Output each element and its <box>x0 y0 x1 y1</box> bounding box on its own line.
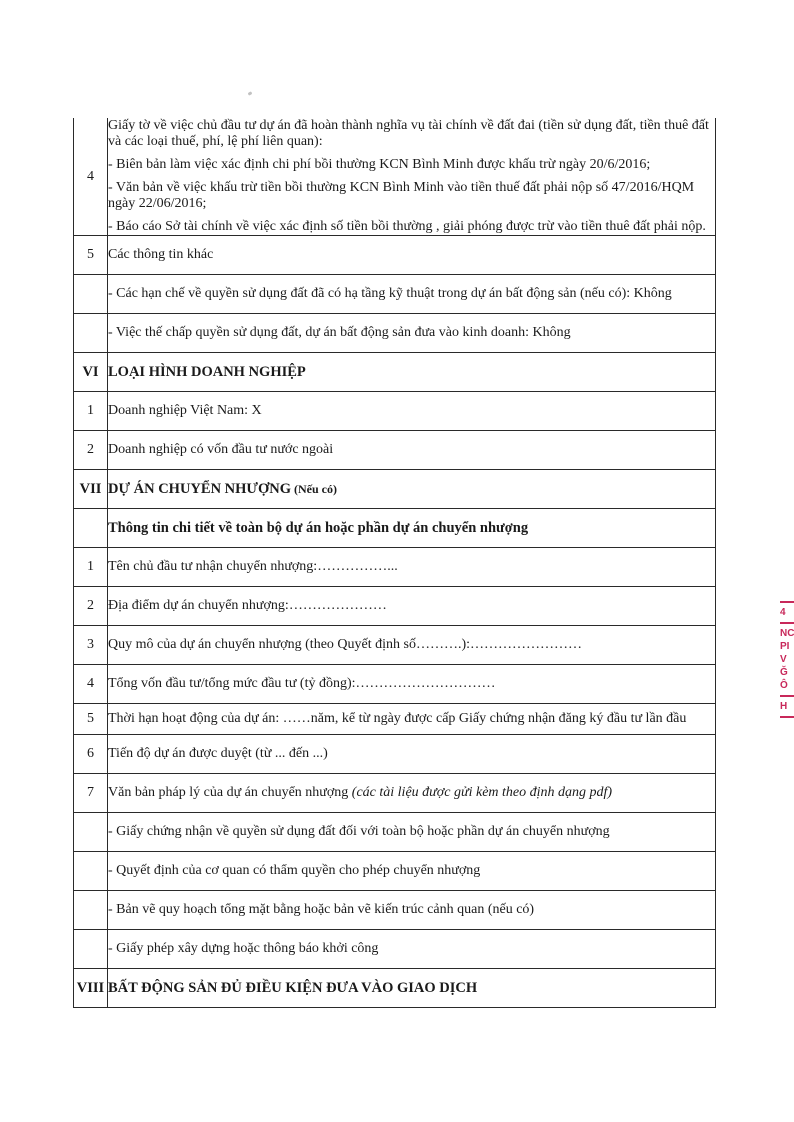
row-number <box>74 891 108 930</box>
paragraph: - Biên bản làm việc xác định chi phí bồi thường KCN Bình Minh được khấu trừ ngày 20/6/2016; <box>108 157 651 172</box>
table-row <box>74 735 716 774</box>
section-title-main: DỰ ÁN CHUYỂN NHƯỢNG <box>108 481 291 497</box>
table-row <box>74 813 716 852</box>
row-text: Doanh nghiệp Việt Nam: X <box>108 392 716 431</box>
stamp-text: H <box>780 701 788 712</box>
row-number <box>74 852 108 891</box>
table-row <box>74 852 716 891</box>
table-row <box>74 626 716 665</box>
stamp-line <box>780 716 794 718</box>
row-number: 4 <box>74 665 108 704</box>
section-heading-row <box>74 969 716 1008</box>
table-row <box>74 891 716 930</box>
section-heading-row <box>74 470 716 509</box>
row-number <box>74 509 108 548</box>
paragraph: - Báo cáo Sở tài chính về việc xác định số tiền bồi thường , giải phóng được trừ vào tiền thuê đất phải nộp. <box>108 219 706 234</box>
section-number: VI <box>74 353 108 392</box>
table-row <box>74 392 716 431</box>
row-text: Thời hạn hoạt động của dự án: ……năm, kể từ ngày được cấp Giấy chứng nhận đăng ký đầu tư lần đầu <box>108 704 716 735</box>
subheading-row <box>74 509 716 548</box>
scan-speck <box>248 91 253 96</box>
row-text: - Quyết định của cơ quan có thẩm quyền cho phép chuyển nhượng <box>108 852 716 891</box>
table-row <box>74 930 716 969</box>
section-title: LOẠI HÌNH DOANH NGHIỆP <box>108 353 716 392</box>
row-number <box>74 813 108 852</box>
row-text: - Việc thế chấp quyền sử dụng đất, dự án bất động sản đưa vào kinh doanh: Không <box>108 314 716 353</box>
table-row <box>74 704 716 735</box>
row-text: Tiến độ dự án được duyệt (từ ... đến ...) <box>108 735 716 774</box>
table-row <box>74 314 716 353</box>
row-text: Tổng vốn đầu tư/tổng mức đầu tư (tỷ đồng):………………………… <box>108 665 716 704</box>
row-text: Tên chủ đầu tư nhận chuyển nhượng:……………... <box>108 548 716 587</box>
row-number: 2 <box>74 431 108 470</box>
stamp-line <box>780 695 794 697</box>
section-title-suffix: (Nếu có) <box>291 482 337 496</box>
table-row <box>74 774 716 813</box>
stamp-text: PI <box>780 641 790 652</box>
section-heading-row <box>74 353 716 392</box>
row-text: Các thông tin khác <box>108 236 716 275</box>
stamp-line <box>780 622 794 624</box>
row-text-main: Văn bản pháp lý của dự án chuyển nhượng <box>108 785 352 800</box>
row-text: Quy mô của dự án chuyển nhượng (theo Quyết định số……….):…………………… <box>108 626 716 665</box>
document-table <box>73 118 716 1008</box>
row-number <box>74 930 108 969</box>
table-row <box>74 587 716 626</box>
row-text: - Giấy chứng nhận về quyền sử dụng đất đối với toàn bộ hoặc phần dự án chuyển nhượng <box>108 813 716 852</box>
row-number <box>74 275 108 314</box>
red-stamp-fragment <box>780 598 794 721</box>
row-number: 1 <box>74 392 108 431</box>
paragraph: - Văn bản về việc khấu trừ tiền bồi thường KCN Bình Minh vào tiền thuế đất phải nộp số 47/2016/HQM ngày 22/06/2016; <box>108 180 695 211</box>
row-text-note: (các tài liệu được gửi kèm theo định dạng pdf) <box>351 785 613 800</box>
row-text: - Giấy phép xây dựng hoặc thông báo khởi công <box>108 930 716 969</box>
row-number: 5 <box>74 704 108 735</box>
table-row <box>74 665 716 704</box>
stamp-text: NC <box>780 628 794 639</box>
subheading-text: Thông tin chi tiết về toàn bộ dự án hoặc phần dự án chuyển nhượng <box>108 509 716 548</box>
row-content <box>108 118 716 236</box>
row-number: 7 <box>74 774 108 813</box>
row-number: 4 <box>74 118 108 236</box>
row-number: 2 <box>74 587 108 626</box>
row-number: 5 <box>74 236 108 275</box>
stamp-text: 4 <box>780 607 786 618</box>
row-text: - Các hạn chế về quyền sử dụng đất đã có hạ tầng kỹ thuật trong dự án bất động sản (nếu có): Không <box>108 275 716 314</box>
table-row <box>74 548 716 587</box>
row-number: 3 <box>74 626 108 665</box>
table-row-4-financial-obligations <box>74 118 716 236</box>
section-title <box>108 470 716 509</box>
table-row <box>74 431 716 470</box>
table-row <box>74 236 716 275</box>
stamp-text: V <box>780 654 787 665</box>
section-number: VII <box>74 470 108 509</box>
stamp-text: Ô <box>780 680 788 691</box>
row-text: Địa điểm dự án chuyển nhượng:………………… <box>108 587 716 626</box>
row-text <box>108 774 716 813</box>
table-row <box>74 275 716 314</box>
row-text: Doanh nghiệp có vốn đầu tư nước ngoài <box>108 431 716 470</box>
section-title: BẤT ĐỘNG SẢN ĐỦ ĐIỀU KIỆN ĐƯA VÀO GIAO DỊCH <box>108 969 716 1008</box>
row-number: 1 <box>74 548 108 587</box>
stamp-text: Ğ <box>780 667 788 678</box>
stamp-line <box>780 601 794 603</box>
row-number <box>74 314 108 353</box>
row-number: 6 <box>74 735 108 774</box>
paragraph: Giấy tờ về việc chủ đầu tư dự án đã hoàn thành nghĩa vụ tài chính về đất đai (tiền sử dụng đất, tiền thuê đất và các loại thuế, phí, lệ phí liên quan): <box>108 118 709 149</box>
section-number: VIII <box>74 969 108 1008</box>
row-text: - Bản vẽ quy hoạch tổng mặt bằng hoặc bản vẽ kiến trúc cảnh quan (nếu có) <box>108 891 716 930</box>
